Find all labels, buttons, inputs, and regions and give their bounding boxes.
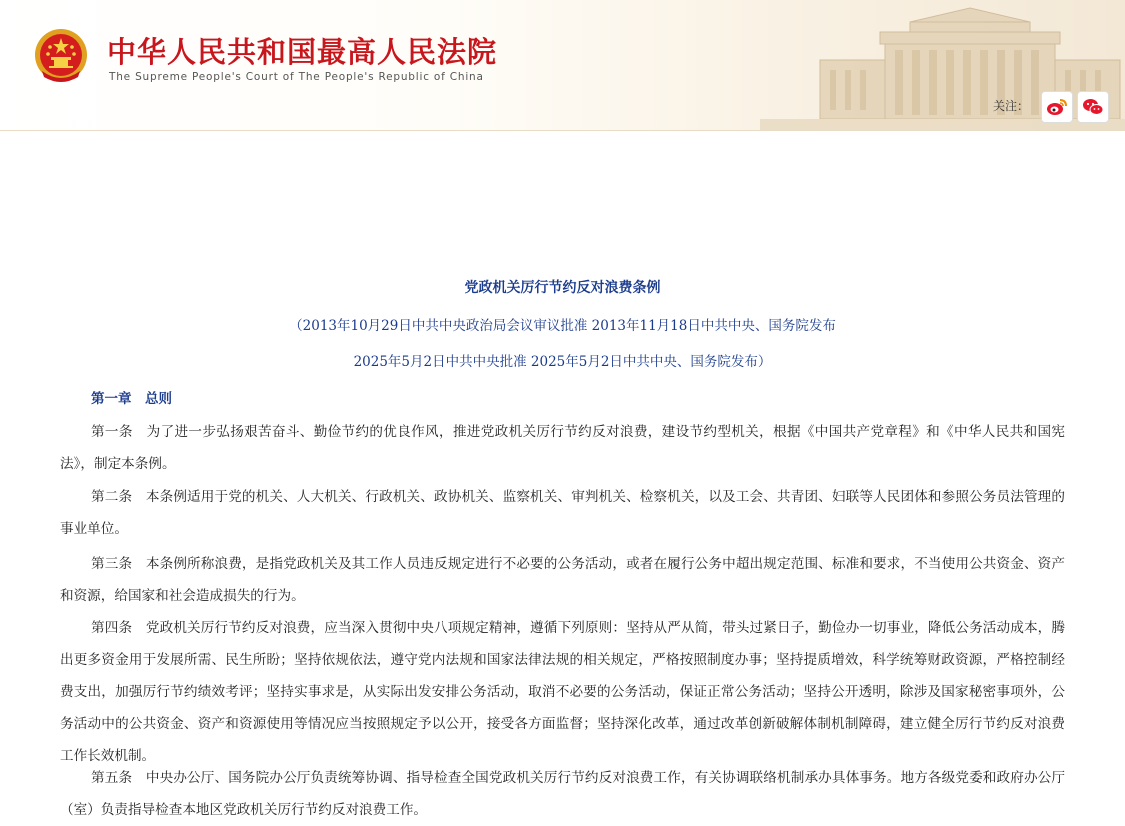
article-paragraph: 第五条 中央办公厅、国务院办公厅负责统筹协调、指导检查全国党政机关厉行节约反对浪费工作，有关协调联络机制承办具体事务。地方各级党委和政府办公厅（室）负责指导检查本地区党政机关厉行节约反对浪费工作。 xyxy=(60,770,1065,818)
publication-info-line-1: （2013年10月29日中共中央政治局会议审议批准 2013年11月18日中共中央、国务院发布 xyxy=(289,318,836,334)
court-name-en: The Supreme People's Court of The People's Republic of China xyxy=(109,71,484,83)
national-emblem-icon xyxy=(32,27,90,87)
court-name[interactable]: 中华人民共和国最高人民法院 xyxy=(107,35,498,69)
article-paragraph: 第一条 为了进一步弘扬艰苦奋斗、勤俭节约的优良作风，推进党政机关厉行节约反对浪费，建设节约型机关，根据《中国共产党章程》和《中华人民共和国宪法》，制定本条例。 xyxy=(60,424,1065,472)
site-header xyxy=(0,0,1125,131)
chapter-heading: 第一章 总则 xyxy=(91,391,172,407)
wechat-icon xyxy=(1082,97,1104,117)
follow-label: 关注： xyxy=(993,99,1030,113)
document-title: 党政机关厉行节约反对浪费条例 xyxy=(464,280,661,296)
article-paragraph: 第三条 本条例所称浪费，是指党政机关及其工作人员违反规定进行不必要的公务活动，或者在履行公务中超出规定范围、标准和要求，不当使用公共资金、资产和资源，给国家和社会造成损失的行为。 xyxy=(60,556,1065,604)
wechat-link[interactable] xyxy=(1077,91,1109,123)
weibo-link[interactable] xyxy=(1041,91,1073,123)
article-paragraph: 第二条 本条例适用于党的机关、人大机关、行政机关、政协机关、监察机关、审判机关、检察机关，以及工会、共青团、妇联等人民团体和参照公务员法管理的事业单位。 xyxy=(60,489,1065,537)
weibo-icon xyxy=(1046,97,1068,117)
article-paragraph: 第四条 党政机关厉行节约反对浪费，应当深入贯彻中央八项规定精神，遵循下列原则：坚持从严从简，带头过紧日子，勤俭办一切事业，降低公务活动成本，腾出更多资金用于发展所需、民生所盼；坚持依规依法，遵守党内法规和国家法律法规的相关规定，严格按照制度办事；坚持提质增效，科学统筹财政资源，严格控制经费支出，加强厉行节约绩效考评；坚持实事求是，从实际出发安排公务活动，取消不必要的公务活动，保证正常公务活动；坚持公开透明，除涉及国家秘密事项外，公务活动中的公共资金、资产和资源使用等情况应当按照规定予以公开，接受各方面监督；坚持深化改革，通过改革创新破解体制机制障碍，建立健全厉行节约反对浪费工作长效机制。 xyxy=(60,620,1065,764)
publication-info-line-2: 2025年5月2日中共中央批准 2025年5月2日中共中央、国务院发布） xyxy=(353,354,772,370)
